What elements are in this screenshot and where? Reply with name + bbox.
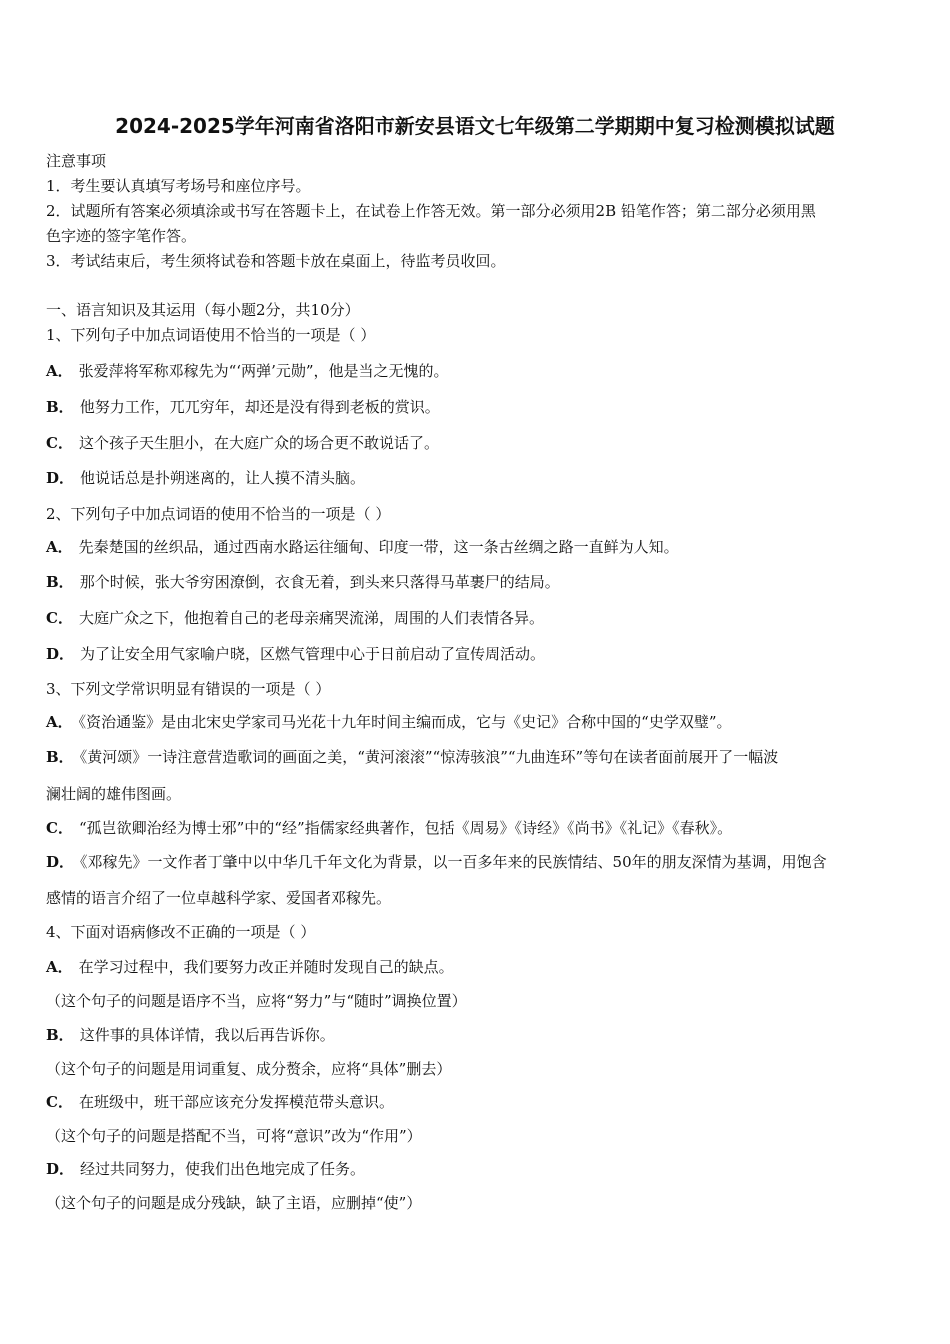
- question-3-option-d-cont: 感情的语言介绍了一位卓越科学家、爱国者邓稼先。: [46, 889, 392, 907]
- notice-item-3: 3．考试结束后，考生须将试卷和答题卡放在桌面上，待监考员收回。: [46, 252, 506, 270]
- question-2-option-d: [46, 643, 908, 665]
- option-text: 大庭广众之下，他抱着自己的老母亲痛哭流涕，周围的人们表情各异。: [78, 609, 544, 627]
- option-label: A．: [46, 958, 73, 976]
- question-1-stem: 1、下列句子中加点词语使用不恰当的一项是（ ）: [46, 326, 376, 344]
- question-3-option-b-cont: 澜壮阔的雄伟图画。: [46, 785, 182, 803]
- option-text: 那个时候，张大爷穷困潦倒，衣食无着，到头来只落得马革裹尸的结局。: [79, 573, 560, 591]
- question-4-option-c: [46, 1091, 908, 1113]
- option-text: 经过共同努力，使我们出色地完成了任务。: [80, 1160, 366, 1178]
- question-4-option-b-note: （这个句子的问题是用词重复、成分赘余，应将“具体”删去）: [46, 1060, 452, 1078]
- option-text: 《黄河颂》一诗注意营造歌词的画面之美，“黄河滚滚”“惊涛骇浪”“九曲连环”等句在读者面前展开了一幅波: [79, 748, 779, 766]
- question-1-option-c: [46, 432, 908, 454]
- question-3-option-c: [46, 817, 908, 839]
- option-label: C．: [46, 434, 73, 452]
- notice-heading: 注意事项: [46, 152, 107, 170]
- option-label: C．: [46, 819, 73, 837]
- question-1-option-a: [46, 360, 908, 382]
- option-label: B．: [46, 573, 74, 591]
- notice-item-2: 2．试题所有答案必须填涂或书写在答题卡上，在试卷上作答无效。第一部分必须用2B 铅笔作答；第二部分必须用黑: [46, 202, 816, 220]
- page-title: 2024-2025学年河南省洛阳市新安县语文七年级第二学期期中复习检测模拟试题: [115, 114, 835, 138]
- question-4-option-d: [46, 1158, 908, 1180]
- option-text: 先秦楚国的丝织品，通过西南水路运往缅甸、印度一带，这一条古丝绸之路一直鲜为人知。: [78, 538, 679, 556]
- option-label: C．: [46, 1093, 73, 1111]
- option-text: 他说话总是扑朔迷离的，让人摸不清头脑。: [80, 469, 366, 487]
- question-2-stem: 2、下列句子中加点词语的使用不恰当的一项是（ ）: [46, 505, 391, 523]
- option-text: 在班级中，班干部应该充分发挥模范带头意识。: [78, 1093, 394, 1111]
- option-text: “孤岂欲卿治经为博士邪”中的“经”指儒家经典著作，包括《周易》《诗经》《尚书》《礼记》《春秋》。: [78, 819, 733, 837]
- option-label: A．: [46, 713, 73, 731]
- option-label: B．: [46, 748, 74, 766]
- question-3-option-d: [46, 851, 908, 873]
- question-2-option-c: [46, 607, 908, 629]
- notice-item-2-cont: 色字迹的签字笔作答。: [46, 227, 197, 245]
- question-3-option-a: [46, 711, 908, 733]
- option-text: 这个孩子天生胆小，在大庭广众的场合更不敢说话了。: [78, 434, 439, 452]
- option-label: B．: [46, 398, 74, 416]
- question-4-option-b: [46, 1024, 908, 1046]
- question-4-option-a: [46, 956, 908, 978]
- option-text: 为了让安全用气家喻户晓，区燃气管理中心于日前启动了宣传周活动。: [80, 645, 546, 663]
- option-label: A．: [46, 362, 73, 380]
- question-1-option-b: [46, 396, 908, 418]
- option-text: 在学习过程中，我们要努力改正并随时发现自己的缺点。: [78, 958, 454, 976]
- question-4-option-d-note: （这个句子的问题是成分残缺，缺了主语，应删掉“使”）: [46, 1194, 422, 1212]
- option-text: 他努力工作，兀兀穷年，却还是没有得到老板的赏识。: [79, 398, 440, 416]
- question-2-option-b: [46, 571, 908, 593]
- option-text: 张爱萍将军称邓稼先为“‘两弹’元勋”，他是当之无愧的。: [78, 362, 449, 380]
- question-3-option-b: [46, 746, 908, 768]
- option-label: A．: [46, 538, 73, 556]
- option-label: D．: [46, 853, 75, 871]
- option-label: D．: [46, 1160, 75, 1178]
- section-heading: 一、语言知识及其运用（每小题2分，共10分）: [46, 301, 360, 319]
- option-label: D．: [46, 645, 75, 663]
- option-label: D．: [46, 469, 75, 487]
- question-3-stem: 3、下列文学常识明显有错误的一项是（ ）: [46, 680, 331, 698]
- option-label: C．: [46, 609, 73, 627]
- question-4-stem: 4、下面对语病修改不正确的一项是（ ）: [46, 923, 316, 941]
- notice-item-1: 1．考生要认真填写考场号和座位序号。: [46, 177, 311, 195]
- option-text: 《邓稼先》一文作者丁肇中以中华几千年文化为背景，以一百多年来的民族情结、50年的朋友深情为基调，用饱含: [80, 853, 827, 871]
- question-4-option-c-note: （这个句子的问题是搭配不当，可将“意识”改为“作用”）: [46, 1127, 422, 1145]
- question-4-option-a-note: （这个句子的问题是语序不当，应将“努力”与“随时”调换位置）: [46, 992, 467, 1010]
- option-text: 这件事的具体详情，我以后再告诉你。: [79, 1026, 335, 1044]
- question-2-option-a: [46, 536, 908, 558]
- question-1-option-d: [46, 467, 908, 489]
- option-label: B．: [46, 1026, 74, 1044]
- option-text: 《资治通鉴》是由北宋史学家司马光花十九年时间主编而成，它与《史记》合称中国的“史学双璧”。: [78, 713, 732, 731]
